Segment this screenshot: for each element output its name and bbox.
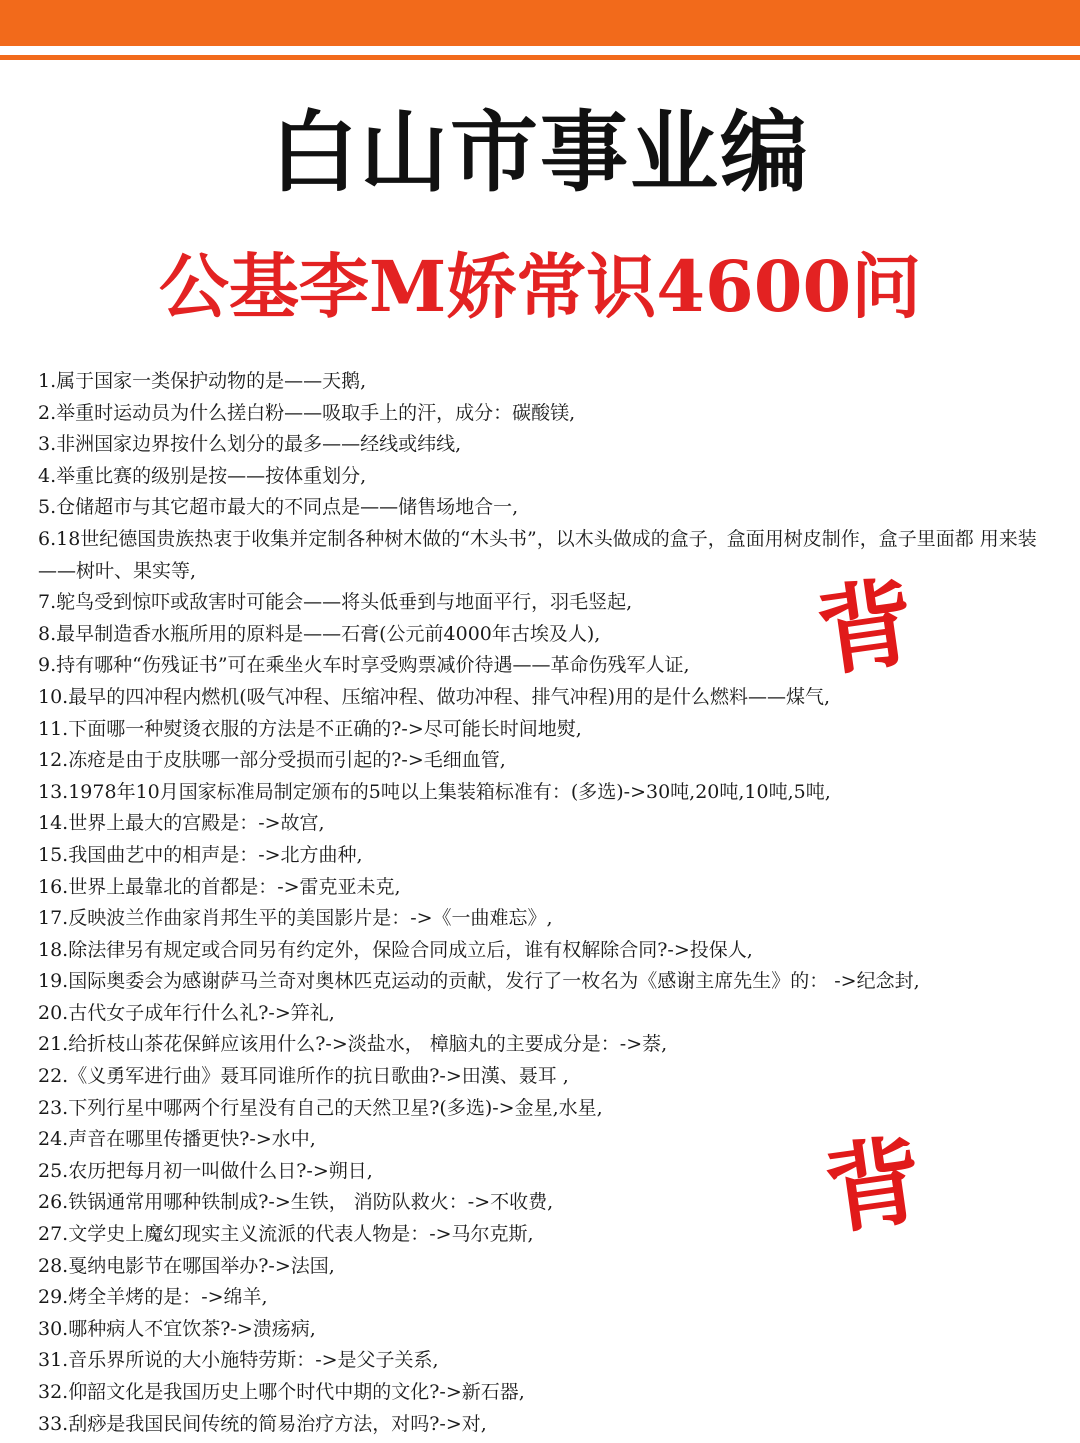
list-item: 25.农历把每月初一叫做什么日?->朔日, — [38, 1159, 373, 1182]
list-item: 17.反映波兰作曲家肖邦生平的美国影片是：->《一曲难忘》, — [38, 907, 553, 930]
list-item: 5.仓储超市与其它超市最大的不同点是——储售场地合一, — [38, 496, 519, 519]
list-item: 1.属于国家一类保护动物的是——天鹅, — [38, 370, 367, 392]
list-item: 29.烤全羊烤的是：->绵羊, — [38, 1286, 268, 1309]
list-item: 10.最早的四冲程内燃机(吸气冲程、压缩冲程、做功冲程、排气冲程)用的是什么燃料——煤气, — [38, 685, 831, 708]
list-item: 20.古代女子成年行什么礼?->笄礼, — [38, 1001, 335, 1024]
list-item: 22.《义勇军进行曲》聂耳同谁所作的抗日歌曲?->田漢、聂耳 , — [38, 1065, 569, 1088]
list-item: 7.鸵鸟受到惊吓或敌害时可能会——将头低垂到与地面平行，羽毛竖起, — [38, 591, 633, 614]
list-item: 3.非洲国家边界按什么划分的最多——经线或纬线, — [38, 433, 462, 456]
page-title: 白山市事业编 — [269, 101, 810, 204]
list-item: 13.1978年10月国家标准局制定颁布的5吨以上集装箱标准有：(多选)->30吨,20吨,10吨,5吨, — [38, 780, 831, 803]
list-item: 18.除法律另有规定或合同另有约定外，保险合同成立后，谁有权解除合同?->投保人, — [38, 938, 753, 961]
question-list — [38, 366, 1058, 1440]
top-orange-band — [0, 0, 1080, 46]
list-item: 12.冻疮是由于皮肤哪一部分受损而引起的?->毛细血管, — [38, 749, 506, 772]
list-item: 6.18世纪德国贵族热衷于收集并定制各种树木做的“木头书”，以木头做成的盒子，盒面用树皮制作，盒子里面都 用来装——树叶、果实等, — [38, 527, 1037, 582]
top-orange-stripe — [0, 55, 1080, 60]
memorize-stamp: 背 — [810, 564, 922, 691]
list-item: 15.我国曲艺中的相声是：->北方曲种, — [38, 843, 363, 866]
page-subtitle: 公基李M娇常识4600问 — [158, 245, 922, 328]
list-item: 8.最早制造香水瓶所用的原料是——石膏(公元前4000年古埃及人), — [38, 622, 601, 645]
list-item: 19.国际奥委会为感谢萨马兰奇对奥林匹克运动的贡献，发行了一枚名为《感谢主席先生》的： ->纪念封, — [38, 970, 920, 993]
list-item: 23.下列行星中哪两个行星没有自己的天然卫星?(多选)->金星,水星, — [38, 1096, 603, 1119]
list-item: 24.声音在哪里传播更快?->水中, — [38, 1128, 316, 1151]
list-item: 11.下面哪一种熨烫衣服的方法是不正确的?->尽可能长时间地熨, — [38, 717, 582, 740]
list-item: 26.铁锅通常用哪种铁制成?->生铁， 消防队救火：->不收费, — [38, 1191, 554, 1214]
list-item: 21.给折枝山茶花保鲜应该用什么?->淡盐水， 樟脑丸的主要成分是：->萘, — [38, 1033, 668, 1056]
list-item: 16.世界上最靠北的首都是：->雷克亚未克, — [38, 875, 401, 898]
list-item: 4.举重比赛的级别是按——按体重划分, — [38, 464, 367, 487]
list-item: 28.戛纳电影节在哪国举办?->法国, — [38, 1254, 335, 1277]
list-item: 14.世界上最大的宫殿是：->故宫, — [38, 812, 325, 835]
list-item: 31.音乐界所说的大小施特劳斯：->是父子关系, — [38, 1349, 439, 1372]
list-item: 30.哪种病人不宜饮茶?->溃疡病, — [38, 1317, 316, 1340]
list-item: 27.文学史上魔幻现实主义流派的代表人物是：->马尔克斯, — [38, 1223, 534, 1246]
memorize-stamp: 背 — [818, 1122, 930, 1249]
list-item: 2.举重时运动员为什么搓白粉——吸取手上的汗，成分：碳酸镁, — [38, 401, 576, 424]
list-item: 33.刮痧是我国民间传统的简易治疗方法，对吗?->对, — [38, 1412, 487, 1435]
list-item: 32.仰韶文化是我国历史上哪个时代中期的文化?->新石器, — [38, 1381, 525, 1403]
list-item: 9.持有哪种“伤残证书”可在乘坐火车时享受购票减价待遇——革命伤残军人证, — [38, 654, 690, 677]
